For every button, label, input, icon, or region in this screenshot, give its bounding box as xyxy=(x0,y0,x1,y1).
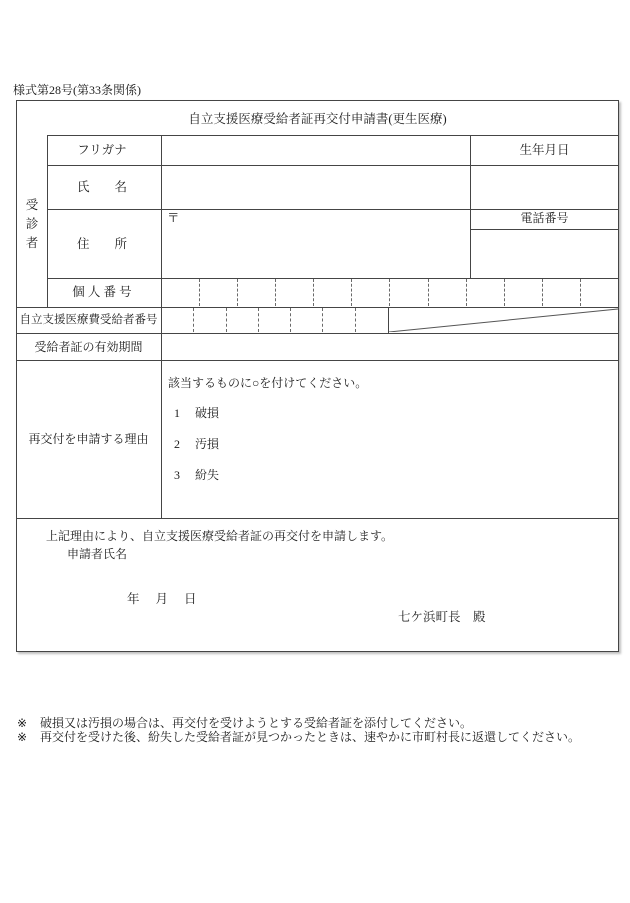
furigana-label: フリガナ xyxy=(77,143,127,157)
digit-cell xyxy=(314,279,352,306)
digit-cell xyxy=(467,279,505,306)
name-field xyxy=(162,166,470,209)
form-title: 自立支援医療受給者証再交付申請書(更生医療) xyxy=(188,112,447,126)
digit-cell xyxy=(291,308,323,332)
reason-label: 再交付を申請する理由 xyxy=(28,432,149,446)
reason-item-number: 1 xyxy=(174,406,180,420)
applicant-name-label: 申請者氏名 xyxy=(67,547,128,561)
divider-validity-bottom xyxy=(16,360,619,361)
birthdate-field xyxy=(471,166,619,209)
personal-number-label: 個 人 番 号 xyxy=(72,285,132,299)
patient-group-char: 受 xyxy=(25,198,39,212)
phone-label: 電話番号 xyxy=(520,211,569,225)
declaration-text: 上記理由により、自立支援医療受給者証の再交付を申請します。 xyxy=(46,529,394,543)
header-note: 様式第28号(第33条関係) xyxy=(13,83,141,97)
digit-cell xyxy=(323,308,355,332)
reason-item-label: 破損 xyxy=(195,406,220,420)
reason-instruction: 該当するものに○を付けてください。 xyxy=(168,376,368,390)
digit-cell xyxy=(227,308,259,332)
day-label: 日 xyxy=(184,592,197,606)
name-label: 氏 名 xyxy=(76,180,127,194)
validity-period-label: 受給者証の有効期間 xyxy=(34,340,143,354)
patient-group-char: 診 xyxy=(25,217,39,231)
phone-field xyxy=(471,230,619,278)
personal-number-cells xyxy=(162,279,618,306)
reason-item-number: 2 xyxy=(174,437,180,451)
note-text: 再交付を受けた後、紛失した受給者証が見つかったときは、速やかに市町村長に返還してください。 xyxy=(40,730,581,744)
reference-mark: ※ xyxy=(17,716,28,730)
digit-cell xyxy=(200,279,238,306)
patient-group-label xyxy=(17,196,47,253)
divider-reason-bottom xyxy=(16,518,619,519)
reason-item-soiled xyxy=(172,437,219,452)
reason-item-lost xyxy=(172,468,219,483)
month-label: 月 xyxy=(155,592,169,606)
digit-cell xyxy=(505,279,543,306)
note-text: 破損又は汚損の場合は、再交付を受けようとする受給者証を添付してください。 xyxy=(40,716,473,730)
postal-mark-icon: 〒 xyxy=(167,211,180,225)
year-label: 年 xyxy=(127,592,140,606)
digit-cell xyxy=(352,279,390,306)
recipient-number-label: 自立支援医療費受給者番号 xyxy=(19,314,158,326)
note-item xyxy=(17,730,580,744)
divider-patient-col xyxy=(47,135,48,307)
diagonal-strike xyxy=(389,308,618,332)
recipient-number-cells xyxy=(162,308,387,332)
digit-cell xyxy=(162,279,200,306)
digit-cell xyxy=(238,279,276,306)
furigana-field xyxy=(162,136,470,165)
digit-cell xyxy=(390,279,428,306)
digit-cell xyxy=(356,308,387,332)
validity-field xyxy=(162,334,619,360)
digit-cell xyxy=(543,279,581,306)
birthdate-label: 生年月日 xyxy=(519,143,570,157)
reason-item-number: 3 xyxy=(174,468,180,482)
address-field xyxy=(162,210,470,278)
date-line xyxy=(127,592,197,607)
digit-cell xyxy=(429,279,467,306)
note-item xyxy=(17,716,472,730)
addressee: 七ケ浜町長 殿 xyxy=(398,610,486,624)
digit-cell xyxy=(259,308,291,332)
digit-cell xyxy=(194,308,226,332)
reference-mark: ※ xyxy=(17,730,28,744)
reason-item-label: 紛失 xyxy=(195,468,220,482)
digit-cell xyxy=(581,279,618,306)
digit-cell xyxy=(162,308,194,332)
reason-item-damaged xyxy=(172,406,219,421)
address-label: 住 所 xyxy=(76,237,127,251)
patient-group-char: 者 xyxy=(25,236,39,250)
digit-cell xyxy=(276,279,314,306)
reason-item-label: 汚損 xyxy=(195,437,220,451)
